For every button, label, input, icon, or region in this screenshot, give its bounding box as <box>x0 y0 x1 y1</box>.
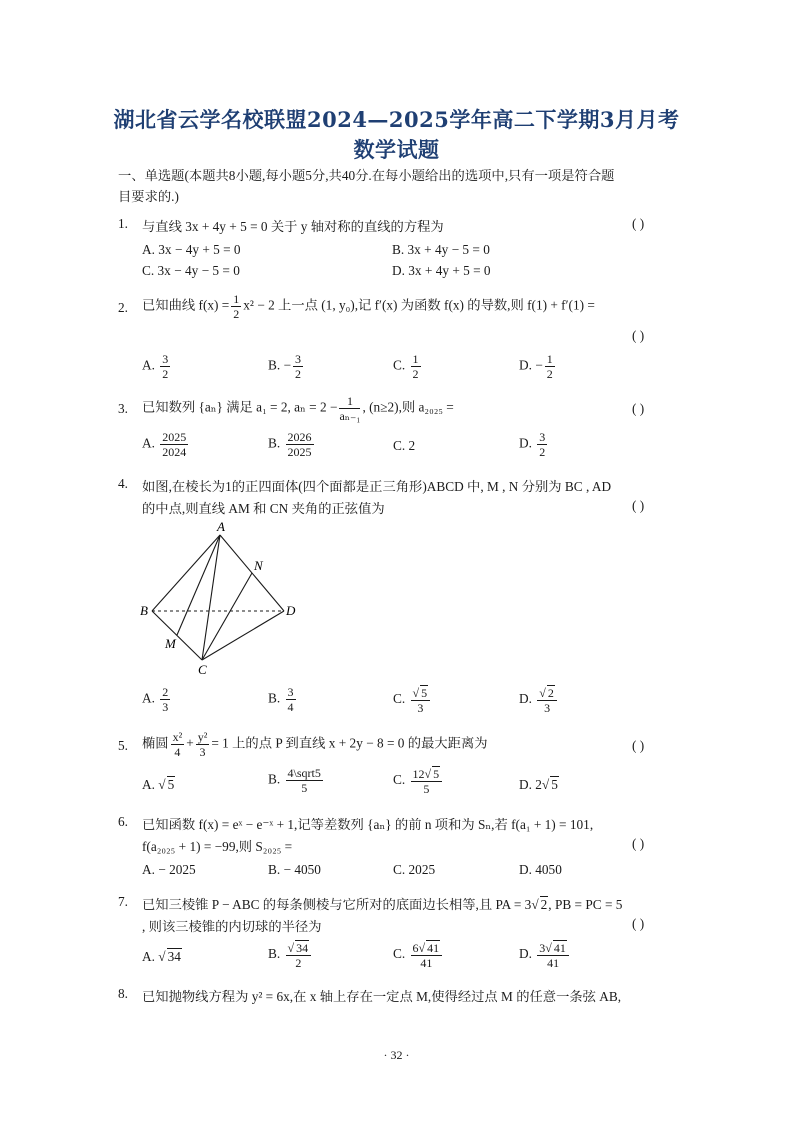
option-a: A. $\frac{2025}{2024}$ <box>142 430 187 459</box>
label-d: D <box>286 603 296 618</box>
option-a: A. √ 34 <box>142 949 181 964</box>
question-text: 已知函数 f(x) = eˣ − e⁻ˣ + 1,记等差数列 {aₙ} 的前 n 项和为 Sₙ,若 f(a₁ + 1) = 101, <box>142 817 594 832</box>
option-b: B. $\frac{\text{4\textbackslash{}sqrt5}}{5}$ <box>268 766 321 795</box>
option-b: B. − $\frac{3}{2}$ <box>268 352 302 381</box>
option-a: A. $\frac{3}{2}$ <box>142 352 169 381</box>
answer-blank: ( ) <box>632 216 645 231</box>
question-text-cont: 的中点,则直线 AM 和 CN 夹角的正弦值为 <box>142 501 385 516</box>
edge-bc <box>152 611 202 660</box>
option-d: D. 4050 <box>519 862 562 877</box>
question-number: 7. <box>118 894 128 909</box>
segment-cn <box>202 573 252 660</box>
option-d: D. 3x + 4y + 5 = 0 <box>392 263 491 278</box>
option-c: C. $\frac{12√ 5}{5}$ <box>393 766 444 796</box>
option-c: C. $\frac{6√ 41}{41}$ <box>393 940 444 970</box>
question-text-cont: , 则该三棱锥的内切球的半径为 <box>142 919 322 934</box>
question-number: 1. <box>118 216 128 231</box>
page-subtitle: 数学试题 <box>353 137 440 162</box>
segment-am <box>177 535 220 635</box>
question-text: 已知数列 {aₙ} 满足 a₁ = 2, aₙ = 2 − $\frac{1}{\text{aₙ₋₁}}$ , (n≥2),则 a₂₀₂₅ = <box>142 394 454 423</box>
option-c: C. 3x − 4y − 5 = 0 <box>142 263 240 278</box>
option-b: B. 3x + 4y − 5 = 0 <box>392 242 490 257</box>
option-c: C. 2 <box>393 438 416 453</box>
section-heading-cont: 目要求的.) <box>118 189 179 204</box>
question-number: 5. <box>118 738 128 753</box>
option-b: B. − 4050 <box>268 862 321 877</box>
option-c: C. $\frac{√ 5}{3}$ <box>393 685 432 715</box>
question-number: 8. <box>118 986 128 1001</box>
edge-ab <box>152 535 220 611</box>
question-text: 与直线 3x + 4y + 5 = 0 关于 y 轴对称的直线的方程为 <box>142 219 444 234</box>
question-text: 椭圆 $\frac{\text{x²}}{4}$ + $\frac{\text{y²}}{3}$ = 1 上的点 P 到直线 x + 2y − 8 = 0 的最大距离为 <box>142 730 488 759</box>
option-a: A. 3x − 4y + 5 = 0 <box>142 242 241 257</box>
option-b: B. $\frac{2026}{2025}$ <box>268 430 312 459</box>
answer-blank: ( ) <box>632 328 645 343</box>
option-a: A. − 2025 <box>142 862 196 877</box>
question-text-cont: f(a₂₀₂₅ + 1) = −99,则 S₂₀₂₅ = <box>142 839 293 854</box>
answer-blank: ( ) <box>632 916 645 931</box>
label-m: M <box>165 636 176 651</box>
label-c: C <box>198 662 207 677</box>
question-number: 2. <box>118 300 128 315</box>
option-d: D. $\frac{3√ 41}{41}$ <box>519 940 571 970</box>
question-text: 已知三棱锥 P − ABC 的每条侧棱与它所对的底面边长相等,且 PA = 3√ 2, PB = PC = 5 <box>142 897 623 912</box>
option-d: D. − $\frac{1}{2}$ <box>519 352 553 381</box>
page-title: 湖北省云学名校联盟2024—2025学年高二下学期3月月考 <box>113 107 680 132</box>
answer-blank: ( ) <box>632 738 645 753</box>
edge-cd <box>202 611 284 660</box>
question-number: 4. <box>118 476 128 491</box>
answer-blank: ( ) <box>632 498 645 513</box>
tetrahedron-figure <box>135 518 305 678</box>
question-text: 已知曲线 f(x) = $\frac{1}{2}$ x² − 2 上一点 (1, y₀),记 f′(x) 为函数 f(x) 的导数,则 f(1) + f′(1) = <box>142 292 595 321</box>
option-d: D. $\frac{3}{2}$ <box>519 430 546 459</box>
option-d: D. $\frac{√ 2}{3}$ <box>519 685 559 715</box>
option-d: D. 2√ 5 <box>519 777 558 792</box>
option-c: C. 2025 <box>393 862 436 877</box>
option-b: B. $\frac{3}{4}$ <box>268 685 294 714</box>
option-c: C. $\frac{1}{2}$ <box>393 352 419 381</box>
question-text: 如图,在棱长为1的正四面体(四个面都是正三角形)ABCD 中, M , N 分别为 BC , AD <box>142 479 612 494</box>
answer-blank: ( ) <box>632 401 645 416</box>
option-a: A. √ 5 <box>142 777 175 792</box>
label-b: B <box>140 603 148 618</box>
section-heading: 一、单选题(本题共8小题,每小题5分,共40分.在每小题给出的选项中,只有一项是符合题 <box>118 168 615 183</box>
option-b: B. $\frac{√ 34}{2}$ <box>268 940 313 970</box>
page-number: · 32 · <box>383 1048 410 1062</box>
answer-blank: ( ) <box>632 836 645 851</box>
question-number: 6. <box>118 814 128 829</box>
edge-ac <box>202 535 220 660</box>
question-number: 3. <box>118 401 128 416</box>
question-text: 已知抛物线方程为 y² = 6x,在 x 轴上存在一定点 M,使得经过点 M 的任意一条弦 AB, <box>142 989 622 1004</box>
label-n: N <box>254 558 263 573</box>
label-a: A <box>217 519 225 534</box>
option-a: A. $\frac{2}{3}$ <box>142 685 169 714</box>
